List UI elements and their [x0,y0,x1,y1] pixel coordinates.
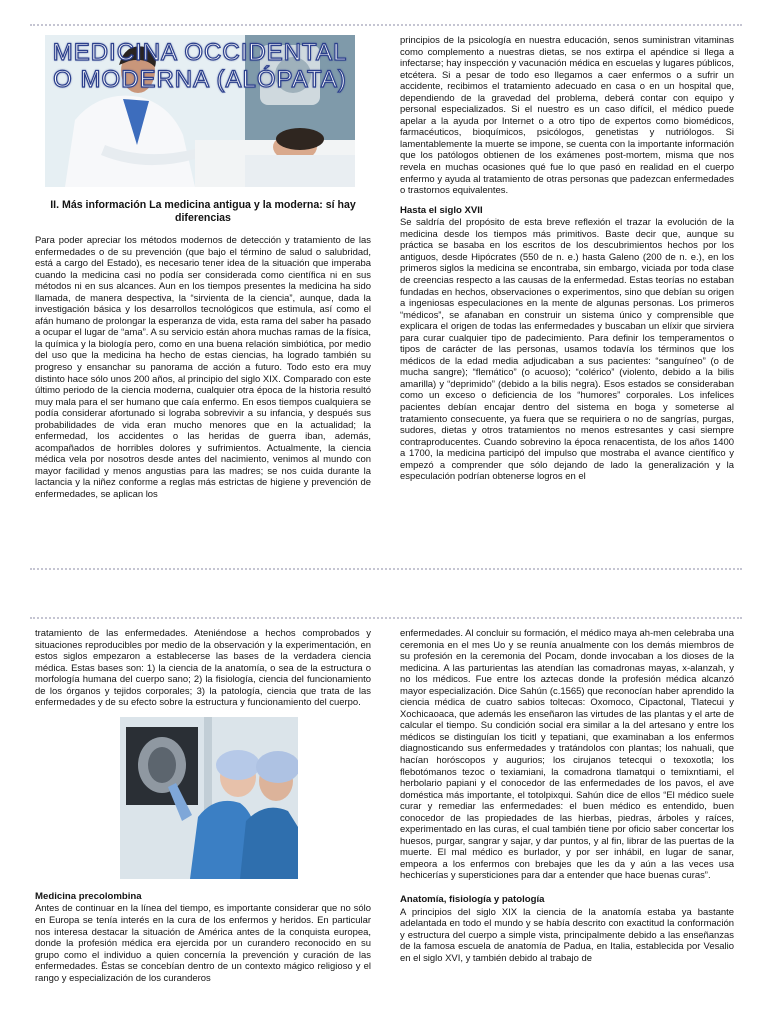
paragraph: enfermedades. Al concluir su formación, el médico maya ah-men celebraba una ceremonia en el mes Uo y se reunía anualmente con los demás miembros de su profesión en la ceremonia del Pocam, donde invocaban a los dioses de la medicina. A las parturientas las atendían las comadronas mayas, x-alanzah, y no los médicos. Fue entre los aztecas donde la profesión médica alcanzó mayor especialización. Dice Sahún (c.1565) que reconocían haber aprendido la ciencia médica de cuatro sabios toltecas: Oxomoco, Cipactonal, Tlatecui y Xochicaoaca, que además les enseñaron las virtudes de las plantas y el arte de calcular el tiempo. Su condición social era similar a la del artesano y entre los médicos se distinguían los ticitl y tepatiani, que examinaban a los enfermos diagnosticando sus enfermedades y tratándolos con plantas; los nahuali, que hacían horóscopos y augurios; los cirujanos tetecqui o texoxotla; los flebotómanos tezoc o texiamiani, la comadrona tlamatqui o temixntiami, el herbolario papiani y el conocedor de las enfermedades de los pavos, el ave doméstica más importante, el totolpixqui. Sahún dice de ellos “El médico suele curar y remediar las enfermedades: el buen médico es entendido, buen conocedor de las propiedades de las hierbas, piedras, árboles y raíces, experimentado en las curas, el cual también tiene por oficio saber concertar los huesos, purgar, sangrar y sajar, y dar puntos, y al fin, librar de las puertas de la muerte. El mal médico es burlador, y por ser inhábil, en lugar de sanar, empeora a los enfermos con brebajes que les da y aún a las veces usa hechicerías y supersticiones para dar a entender que hace buenas curas”. [400,628,734,882]
paragraph: Antes de continuar en la línea del tiempo, es importante considerar que no sólo en Europa se tenía interés en la cura de los enfermos y heridos. En particular nos interesa destacar la situación de América antes de la conquista europea, donde la profesión médica era ejercida por un curandero reconocido en su grupo como el individuo a quien concernía la prevención y curación de las enfermedades. Éstas se concebían dentro de un contexto mágico religioso y el rango y especialización de los curanderos [35,903,371,984]
hero-image [45,35,355,187]
doctors-reviewing-scan-illustration [120,717,298,879]
page1-top-border [30,24,742,26]
page2-right-column [400,628,734,1024]
doctors-xray-image [120,717,298,879]
paragraph: principios de la psicología en nuestra educación, senos suministran vitaminas como complemento a nuestras dietas, se nos extirpa el apéndice si llega a infectarse; hay inspección y vacunación médica en escuelas y lugares públicos, etcétera. Si a pesar de todo eso llegamos a caer enfermos o a sufrir un accidente, recibimos el tratamiento adecuado en casa o en un hospital que, dependiendo de la gravedad del problema, deberá contar con equipo y personal especializados. Si el nuestro es un caso difícil, el médico puede apelar a la ayuda por Internet o a otro tipo de expertos como biomédicos, farmacéuticos, bioquímicos, psicólogos, genetistas y nutriólogos. Si lamentablemente la muerte se impone, se cuenta con la importante información que los patólogos obtienen de los exámenes post-mortem, misma que nos revela en muchas ocasiones qué fue lo que pasó en realidad en el cuerpo enfermo y ayuda al tratamiento de otras personas que padezcan enfermedades o trastornos equivalentes. [400,35,734,197]
hero-title: MEDICINA OCCIDENTAL O MODERNA (ALÓPATA) [52,39,348,93]
page1-right-column [400,35,734,557]
section-heading: Anatomía, fisiología y patología [400,894,545,906]
page1-left-column [35,35,371,557]
section-heading: II. Más información La medicina antigua y la moderna: sí hay diferencias [50,199,356,224]
paragraph: Se saldría del propósito de esta breve reflexión el trazar la evolución de la medicina desde los tiempos más primitivos. Baste decir que, aunque su práctica se basaba en los escritos de los descubrimientos hechos por los antiguos, desde Hipócrates (550 de n. e.) hasta Galeno (200 de n. e.), en los primeros siglos la medicina se encontraba, sin embargo, viciada por toda clase de creencias respecto a las causas de la enfermedad. Estas teorías no estaban fundadas en hechos, observaciones o experimentos, sino que debían su origen a ingeniosas especulaciones en la mente de algunas personas. Los primeros “médicos”, se afanaban en construir un sistema único y comprensible que explicara el origen de todas las enfermedades y buscaban un elíxir que sirviera para curar cualquier tipo de padecimiento. Para definir los temperamentos o tipos de carácter de las personas, usamos todavía los términos que los médicos de la edad media adjudicaban a sus pacientes: “sanguíneo” (o de mucha sangre); “flemático” (o acuoso); “colérico” (violento, debido a la bilis amarilla) y “deprimido” (debido a la bilis negra). Esos estados se consideraban como un exceso o deficiencia de los “humores” corporales. Los infelices pacientes debían encajar dentro del sistema en boga y someterse al tratamiento consecuente, ya fuera que se requiriera o no de sangrías, purgas, sudores, dietas y otros tratamientos no menos estresantes y casi siempre contraproducentes. Cuando sobrevino la época renacentista, de los años 1400 a 1700, la medicina participó del impulso que mostraba el avance científico y empezó a comprender que sólo dejando de lado la generalización y la especulación podrían obtenerse logros en el [400,217,734,483]
page1-bottom-border [30,568,742,570]
paragraph: A principios del siglo XIX la ciencia de la anatomía estaba ya bastante adelantada en todo el mundo y se había descrito con exactitud la conformación y estructura del cuerpo a simple vista, principalmente debido a las enseñanzas de la famosa escuela de anatomía de Padua, en Italia, establecida por Vesalio en el siglo XVI, y también debido al trabajo de [400,906,734,964]
section-heading: Hasta el siglo XVII [400,204,483,216]
page2-left-column [35,628,371,1024]
paragraph: tratamiento de las enfermedades. Ateniéndose a hechos comprobados y situaciones reproducibles por medio de la observación y la experimentación, en estos siglos empezaron a establecerse las bases de la verdadera ciencia médica. Estas bases son: 1) la ciencia de la anatomía, o sea de la estructura o morfología humana del cuerpo sano; 2) la fisiología, ciencia del funcionamiento de los órganos y tejidos corporales; 3) la patología, ciencia que trata de las enfermedades y de su efecto sobre la estructura y funcionamiento del cuerpo. [35,628,371,709]
page2-top-border [30,617,742,619]
paragraph: Para poder apreciar los métodos modernos de detección y tratamiento de las enfermedades o de su prevención (que bajo el término de salud o salubridad, está a cargo del Estado), es necesario tener idea de la situación que imperaba cuando la medicina casi no podía ser considerada como científica ni en sus métodos ni en sus alcances. Aun en los tiempos presentes la medicina ha sido llamada, de manera despectiva, la “sirvienta de la ciencia”, aunque, dada la investigación básica y los desarrollos tecnológicos que estimula, así como el afán humano de prolongar la esperanza de vida, esta rama del saber ha pasado a ocupar el lugar de “ama”. A su servicio están ahora muchas ramas de la física, la química y la biología pero, como en una buena relación simbiótica, por medio del uso que la medicina ha hecho de estas ciencias, ha logrado también su progreso y ensanchar su panorama de acción a futuro. Todo esto era muy distinto hace sólo unos 200 años, al principio del siglo XIX. Comparado con este último periodo de la ciencia moderna, cualquier otra época de la historia resultó muy mala para el ser humano que caía enfermo. En esos tiempos cualquiera se podía considerar afortunado si lograba sobrevivir a su infancia, y después sus probabilidades de vida eran mucho menores que en la actualidad; la enfermedad, los accidentes o las heridas de guerra iban, además, acompañados de horribles dolores y sufrimientos. Actualmente, la ciencia médica vela por nosotros desde antes del nacimiento, venimos al mundo con mayor facilidad y menos angustias para las madres; se nos cuida durante la lactancia y la niñez conforme a reglas más estrictas de higiene y prevención de enfermedades, se aplican los [35,235,371,501]
section-heading: Medicina precolombina [35,890,142,902]
